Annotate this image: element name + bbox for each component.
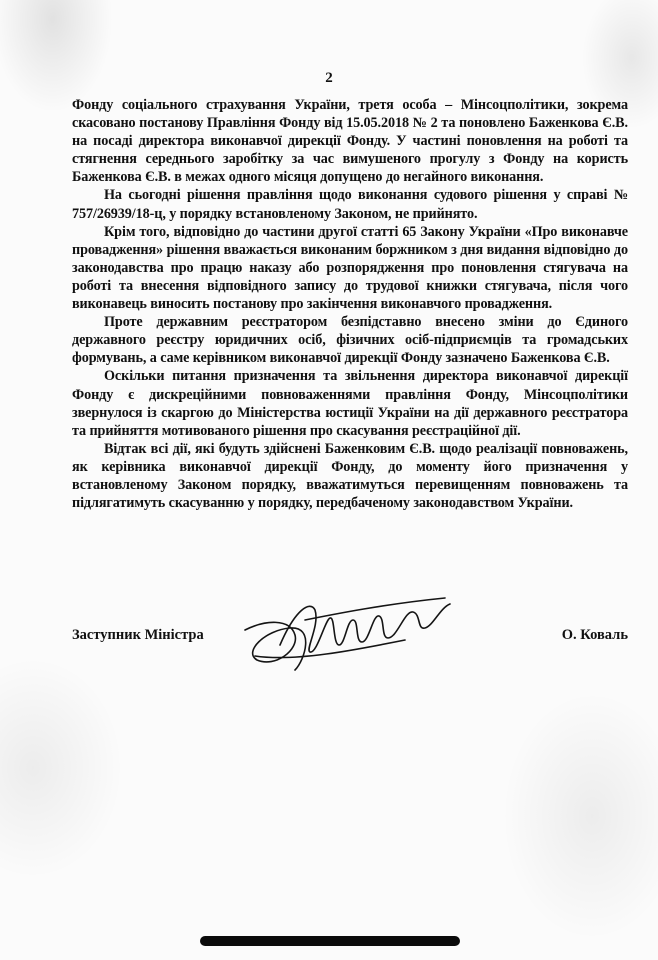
paragraph-2: На сьогодні рішення правління щодо виконання судового рішення у справі № 757/26939/18-ц, у порядку встановленому Законом, не прийнято. <box>72 187 628 222</box>
paragraph-3: Крім того, відповідно до частини другої статті 65 Закону України «Про виконавче провадження» рішення вважається виконаним боржником з дня видання відповідно до законодавства про працю наказу або розпорядження про поновлення стягувача на роботі та внесення відповідного запису до трудової книжки стягувача, після чого виконавець виносить постанову про закінчення виконавчого провадження. <box>72 223 628 313</box>
paragraph-1: Фонду соціального страхування України, третя особа – Мінсоцполітики, зокрема скасовано постанову Правління Фонду від 15.05.2018 № 2 та поновлено Баженкова Є.В. на посаді директора виконавчої дирекції Фонду. У частині поновлення на роботі та стягнення середнього заробітку за час вимушеного прогулу з Фонду на користь Баженкова Є.В. в межах одного місяця допущено до негайного виконання. <box>72 97 628 186</box>
home-indicator-bar <box>200 936 460 946</box>
paragraph-6: Відтак всі дії, які будуть здійснені Баженковим Є.В. щодо реалізації повноважень, як керівника виконавчої дирекції Фонду, до моменту його призначення у встановленому Законом порядку, вважатимуться перевищенням повноважень та підлягатимуть скасуванню у порядку, передбаченому законодавством України. <box>72 440 628 512</box>
signature-block <box>72 625 628 655</box>
signer-title: Заступник Міністра <box>72 627 204 643</box>
paragraph-4: Проте державним реєстратором безпідставно внесено зміни до Єдиного державного реєстру юридичних осіб, фізичних осіб-підприємців та громадських формувань, а саме керівником виконавчої дирекції Фонду зазначено Баженкова Є.В. <box>72 314 628 367</box>
paragraph-5: Оскільки питання призначення та звільнення директора виконавчої дирекції Фонду є дискреційними повноваженнями правління Фонду, Мінсоцполітики звернулося із скаргою до Міністерства юстиції України на дії державного реєстратора та прийняття мотивованого рішення про скасування реєстраційної дії. <box>72 368 628 439</box>
signer-name: О. Коваль <box>561 627 628 643</box>
letter-body <box>72 96 628 512</box>
page-number: 2 <box>325 70 333 86</box>
